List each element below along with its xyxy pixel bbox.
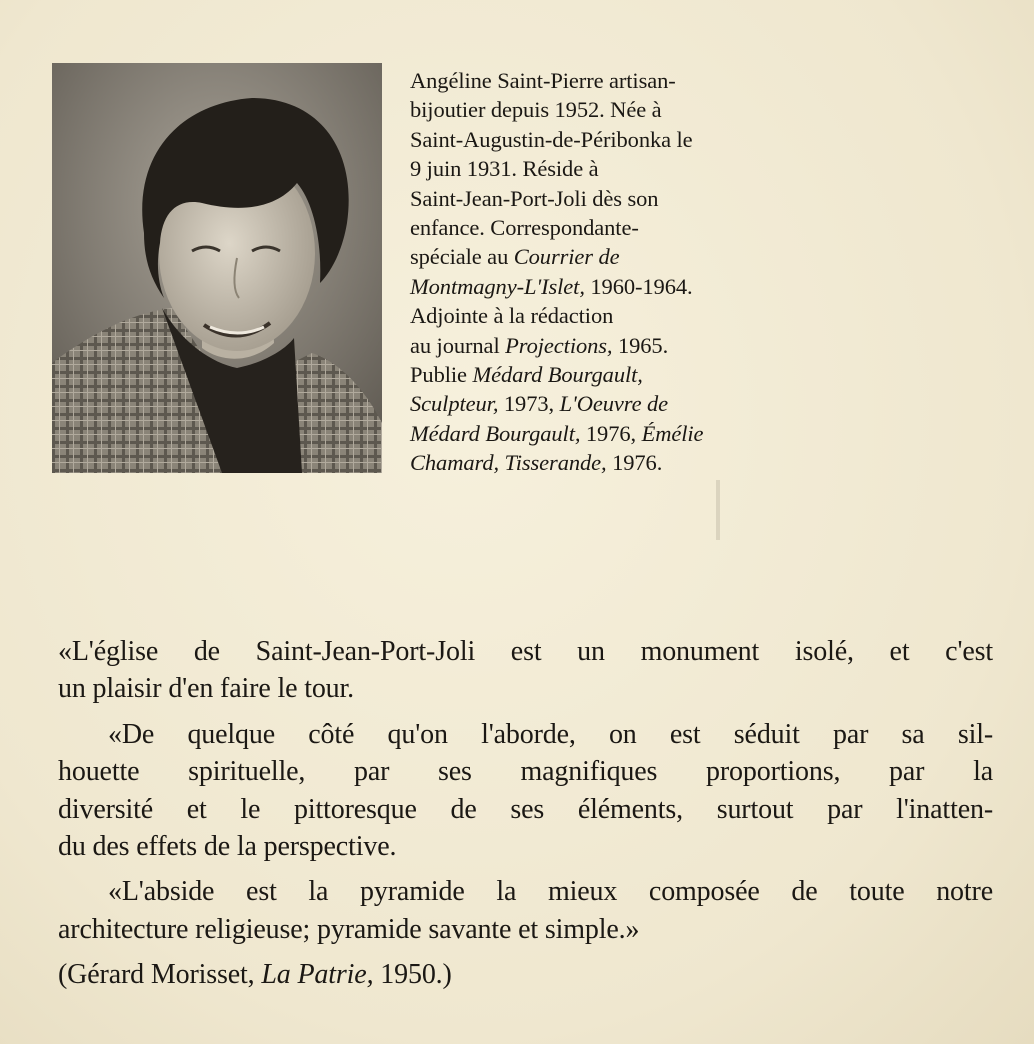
bio-text: Publie — [410, 362, 473, 388]
bio-line: Saint-Jean-Port-Joli dès son — [410, 185, 659, 211]
quote-line: du des effets de la perspective. — [58, 831, 397, 863]
quote-line: «L'abside est la pyramide la mieux composée de toute notre — [108, 876, 993, 908]
paper-mark — [716, 480, 720, 540]
quote-line: architecture religieuse; pyramide savante et simple.» — [58, 913, 640, 945]
citation-source: La Patrie, — [261, 959, 374, 991]
bio-italic-title: Médard Bourgault, — [472, 362, 643, 388]
bio-line — [410, 448, 810, 477]
bio-italic-title: Médard Bourgault, — [410, 420, 581, 446]
bio-text: au journal — [410, 332, 506, 358]
quote-line: «De quelque côté qu'on l'aborde, on est séduit par sa sil- — [108, 718, 993, 750]
bio-line: Angéline Saint-Pierre artisan- — [410, 68, 676, 93]
bio-italic-title: Montmagny-L'Islet, — [410, 273, 585, 299]
bio-text: 1976, — [580, 420, 642, 446]
author-biography — [410, 66, 810, 478]
bio-line — [410, 242, 810, 271]
bio-line — [410, 331, 810, 360]
bio-line — [410, 389, 810, 418]
bio-italic-title: Sculpteur, — [410, 391, 499, 417]
author-portrait — [52, 63, 382, 473]
bio-italic-title: Chamard, Tisserande, — [410, 450, 607, 476]
bio-line: Adjointe à la rédaction — [410, 303, 614, 329]
quote-line: diversité et le pittoresque de ses éléments, surtout par l'inatten- — [58, 793, 993, 825]
quote-line: un plaisir d'en faire le tour. — [58, 673, 355, 705]
bio-line — [410, 360, 810, 389]
quote-citation — [58, 956, 993, 993]
bio-line: enfance. Correspondante- — [410, 215, 639, 241]
bio-text: 1976. — [606, 450, 663, 476]
bio-text: 1973, — [498, 391, 560, 417]
bio-text: spéciale au — [410, 244, 514, 270]
bio-italic-title: Courrier de — [513, 244, 620, 270]
quote-line: houette spirituelle, par ses magnifiques proportions, par la — [58, 756, 993, 788]
bio-line: 9 juin 1931. Réside à — [410, 156, 599, 182]
quote-line: «L'église de Saint-Jean-Port-Joli est un monument isolé, et c'est — [58, 636, 993, 667]
morisset-quotation — [58, 633, 993, 994]
citation-text: 1950.) — [373, 959, 452, 991]
bio-line: bijoutier depuis 1952. Née à — [410, 97, 662, 123]
bio-text: 1960-1964. — [584, 273, 693, 299]
bio-italic-title: Projections, — [505, 332, 613, 358]
bio-line — [410, 272, 810, 301]
bio-italic-title: L'Oeuvre de — [559, 391, 669, 417]
citation-text: (Gérard Morisset, — [58, 959, 262, 991]
bio-italic-title: Émélie — [641, 420, 704, 446]
bio-line — [410, 419, 810, 448]
bio-text: 1965. — [612, 332, 669, 358]
bio-line: Saint-Augustin-de-Péribonka le — [410, 126, 693, 152]
